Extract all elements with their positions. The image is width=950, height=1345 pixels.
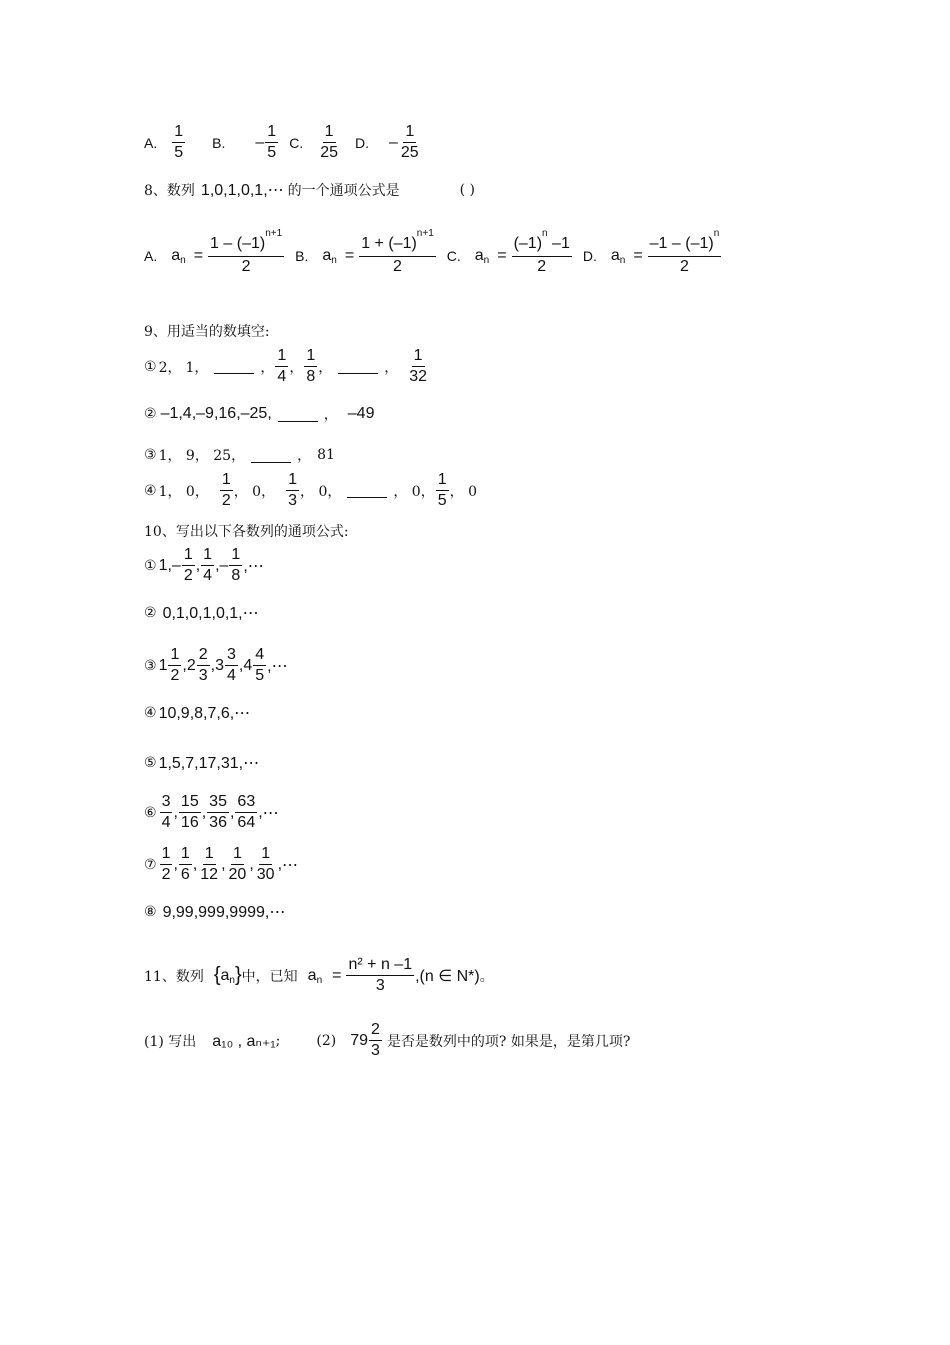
q9-item-1-sep-1: ， (260, 359, 275, 376)
q8-opt-c-lhs: a (474, 246, 484, 264)
q10-item-1-comma-2: ,– (215, 556, 229, 574)
q8-opt-c-sub: n (483, 255, 490, 266)
q11-mixed-frac: $\frac{2}{3}$ (371, 1021, 380, 1059)
q11-seq-sub: n (229, 975, 235, 986)
q10-item-6-tail: ⋯ (262, 804, 279, 822)
q10-item-3-comma-1: , (182, 656, 187, 674)
q10-item-3-w2: 2 (186, 656, 196, 674)
q8-opt-b-label: B. (295, 247, 309, 264)
q11-part-2: (2) (316, 1032, 337, 1049)
q10-item-7-frac-3: $\frac{1}{12}$ (200, 845, 219, 883)
q9-item-4-frac-2: $\frac{1}{3}$ (288, 471, 297, 509)
q7-opt-b-label: B. (212, 134, 226, 151)
q9-item-2-text: –1,4,–9,16,–25, (160, 405, 272, 422)
q9-item-4-blank[interactable] (347, 483, 387, 498)
q10-item-7-tail: ⋯ (282, 856, 299, 874)
q10-item-3-frac-3: $\frac{3}{4}$ (227, 646, 236, 684)
q7-opt-c-frac: $\frac{1}{25}$ (320, 123, 338, 161)
q8-answer-bracket: ( ) (459, 182, 476, 198)
q10-item-6-comma-3: , (229, 803, 235, 821)
q9-item-3-sep: ， (297, 448, 312, 464)
q9-item-1-frac-3: $\frac{1}{32}$ (409, 347, 428, 385)
q10-item-4 (144, 703, 250, 723)
q11-condition: ,(n ∈ N*) (415, 967, 480, 985)
q8-opt-b-frac: $\frac{1 + (-1)^{n+1}}{2}$ (361, 228, 434, 275)
q11-seq: a (220, 966, 230, 984)
q10-item-3-frac-2: $\frac{2}{3}$ (198, 646, 208, 684)
q10-item-7-frac-1: $\frac{1}{2}$ (161, 845, 171, 883)
q8-stem (144, 180, 475, 200)
q11-lhs-sub: n (316, 975, 323, 986)
q11-prefix: 11、数列 (144, 968, 204, 985)
q10-item-7-comma-4: , (249, 855, 254, 873)
q9-item-1 (144, 346, 430, 387)
q10-item-1-comma-1: , (195, 556, 201, 574)
q9-item-1-blank-2[interactable] (338, 359, 378, 374)
q7-opt-b-sign: – (255, 133, 265, 151)
q10-item-6-comma-1: , (173, 803, 178, 821)
q10-item-7-comma-2: , (192, 855, 198, 873)
q7-opt-b-frac: $\frac{1}{5}$ (267, 123, 277, 161)
q10-item-3-w4: 4 (243, 656, 253, 674)
q9-item-4-a: 1， 0， (158, 483, 209, 500)
q7-opt-d-frac: $\frac{1}{25}$ (400, 123, 419, 161)
q10-item-3 (144, 645, 288, 686)
q9-item-1-frac-2: $\frac{1}{8}$ (306, 347, 316, 385)
q10-item-3-comma-3: , (238, 656, 244, 674)
q8-opt-a-frac: $\frac{1 - (-1)^{n+1}}{2}$ (210, 228, 283, 275)
q7-opt-d-label: D. (354, 134, 369, 151)
q10-item-1-frac-1: $\frac{1}{2}$ (183, 546, 193, 584)
q10-item-1-a: 1,– (158, 556, 181, 574)
q11-parts (144, 1020, 630, 1061)
q9-item-4-frac-3: $\frac{1}{5}$ (437, 471, 447, 509)
q10-item-6-comma-4: , (258, 803, 263, 821)
q8-opt-b-sub: n (331, 255, 337, 266)
q10-item-5 (144, 753, 259, 773)
q9-item-3-blank[interactable] (251, 448, 291, 463)
q11-formula: $\frac{\text{n² + n –1}}{3}$ (348, 956, 413, 994)
q9-item-2-blank[interactable] (278, 407, 318, 422)
q7-opt-a-label: A. (144, 134, 158, 151)
q8-opt-d-lhs: a (610, 246, 620, 264)
q11-end: 。 (479, 968, 494, 985)
q10-item-4-text: 10,9,8,7,6,⋯ (158, 705, 251, 722)
q10-item-7 (144, 844, 298, 885)
q8-opt-d-sub: n (619, 255, 626, 266)
q10-item-3-frac-4: $\frac{4}{5}$ (255, 646, 265, 684)
q10-title: 10、写出以下各数列的通项公式: (144, 524, 349, 540)
q8-prefix: 8、数列 (144, 183, 195, 199)
q10-item-8 (144, 902, 285, 922)
q11-lhs: a (307, 966, 317, 984)
q10-item-6-mark: ⑥ (144, 804, 157, 821)
q8-options (144, 228, 722, 277)
q10-item-5-text: 1,5,7,17,31,⋯ (158, 755, 260, 772)
q10-item-1-tail: ,⋯ (243, 557, 264, 575)
q8-opt-b-eq: = (344, 246, 355, 264)
q10-item-3-mark: ③ (144, 657, 157, 674)
q11-mixed-whole: 79 (350, 1031, 369, 1049)
q9-title: 9、用适当的数填空: (144, 324, 270, 340)
q10-item-6-frac-4: $\frac{63}{64}$ (237, 793, 256, 831)
q10-item-6-frac-1: $\frac{3}{4}$ (161, 793, 171, 831)
q10-item-7-mark: ⑦ (144, 856, 157, 873)
q8-opt-a-label: A. (144, 247, 158, 264)
q10-item-7-comma-3: , (221, 855, 226, 873)
q9-item-4-c: ， 0， (300, 483, 342, 500)
q8-opt-a-lhs: a (171, 246, 181, 264)
q10-item-1-frac-3: $\frac{1}{8}$ (231, 546, 241, 584)
q9-item-3-text: 1， 9， 25， (158, 448, 246, 464)
q8-suffix: 的一个通项公式是 (287, 183, 400, 199)
q10-item-3-w1: 1 (158, 656, 168, 674)
q10-item-7-frac-5: $\frac{1}{30}$ (256, 845, 275, 883)
q10-item-6 (144, 792, 279, 833)
q10-item-2 (144, 603, 259, 623)
q10-item-3-tail: ,⋯ (267, 657, 288, 675)
q8-opt-c-frac: $\frac{(-1)^n -1}{2}$ (513, 228, 570, 275)
q9-item-1-blank-1[interactable] (214, 359, 254, 374)
q11-question: 是否是数列中的项? 如果是，是第几项? (386, 1033, 631, 1050)
q9-item-1-a: 2， (158, 359, 182, 376)
q9-item-3 (144, 445, 335, 465)
q7-options (144, 122, 422, 163)
q10-item-3-comma-2: , (210, 656, 216, 674)
q8-opt-a-sub: n (180, 255, 186, 266)
q9-item-4-b: ， 0， (233, 483, 276, 500)
q10-item-6-comma-2: , (201, 803, 207, 821)
q10-item-7-comma-1: , (173, 855, 178, 873)
q9-item-2-sep: ， (323, 407, 338, 423)
q10-item-2-text: 0,1,0,1,0,1,⋯ (162, 605, 259, 622)
q8-opt-d-eq: = (633, 246, 643, 264)
q7-opt-c-label: C. (289, 134, 304, 151)
q10-item-8-text: 9,99,999,9999,⋯ (162, 904, 286, 921)
q9-item-2 (144, 404, 374, 424)
q10-item-1 (144, 545, 264, 586)
q11-part-1: (1) 写出 (144, 1033, 197, 1050)
q10-item-5-mark: ⑤ (144, 755, 157, 771)
q10-item-4-mark: ④ (144, 705, 157, 721)
q11-mid: 中，已知 (241, 968, 298, 985)
q10-item-2-mark: ② (144, 605, 157, 621)
q8-sequence: 1,0,1,0,1,⋯ (200, 182, 284, 199)
q10-item-7-frac-2: $\frac{1}{6}$ (180, 845, 190, 883)
q10-item-7-comma-5: , (277, 855, 283, 873)
q7-opt-a-frac: $\frac{1}{5}$ (174, 123, 184, 161)
q8-opt-c-label: C. (446, 247, 461, 264)
q10-item-3-w3: 3 (215, 656, 224, 674)
q9-item-3-mark: ③ (144, 447, 157, 463)
q7-opt-d-sign: – (388, 133, 398, 151)
q8-opt-c-eq: = (497, 246, 507, 264)
q11-terms: a₁₀ , aₙ₊₁ (212, 1032, 276, 1050)
q10-item-1-frac-2: $\frac{1}{4}$ (203, 546, 213, 584)
q9-item-1-b: 1， (185, 359, 209, 376)
q10-item-1-mark: ① (144, 557, 157, 574)
q9-item-4-e: ， 0 (449, 483, 477, 500)
q8-opt-b-lhs: a (322, 246, 332, 264)
q8-opt-a-eq: = (193, 246, 204, 264)
q11-semi: ; (275, 1032, 281, 1049)
q10-item-8-mark: ⑧ (144, 904, 157, 920)
q9-item-2-end: –49 (347, 405, 375, 422)
q9-item-4-frac-1: $\frac{1}{2}$ (221, 471, 231, 509)
q10-item-7-frac-4: $\frac{1}{20}$ (228, 845, 247, 883)
q9-item-4-d: ， 0， (393, 483, 435, 500)
q10-item-3-frac-1: $\frac{1}{2}$ (170, 646, 180, 684)
q9-item-2-mark: ② (144, 406, 157, 422)
q11-eq: = (332, 966, 342, 984)
q9-item-4-mark: ④ (144, 482, 157, 499)
q9-item-4 (144, 470, 477, 511)
q10-item-6-frac-2: $\frac{15}{16}$ (180, 793, 199, 831)
q9-item-1-frac-1: $\frac{1}{4}$ (277, 347, 287, 385)
q9-item-1-sep-2: ， (289, 359, 304, 376)
q8-opt-d-label: D. (582, 247, 597, 264)
q9-item-3-end: 81 (317, 447, 335, 463)
q9-item-1-sep-4: ， (384, 359, 399, 376)
q8-opt-d-frac: $\frac{-1 - (-1)^n}{2}$ (649, 228, 720, 275)
q11-brace-right: } (234, 964, 242, 986)
q10-item-6-frac-3: $\frac{35}{36}$ (209, 793, 227, 831)
q11-stem (144, 955, 494, 996)
q9-item-1-sep-3: ， (318, 359, 333, 376)
q9-item-1-mark: ① (144, 358, 157, 375)
q11-brace-left: { (213, 964, 221, 986)
